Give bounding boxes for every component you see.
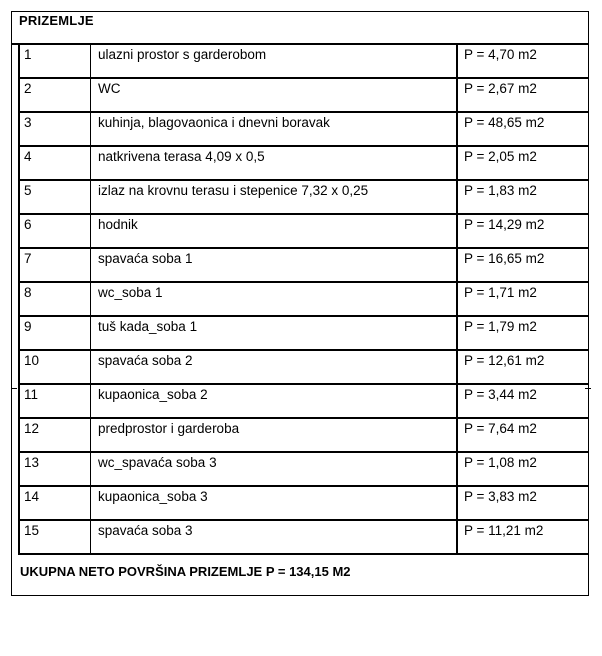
room-area: P = 2,67 m2 — [464, 81, 537, 96]
table-row — [18, 79, 589, 113]
room-name: kuhinja, blagovaonica i dnevni boravak — [98, 115, 330, 130]
table-row — [18, 215, 589, 249]
room-number: 8 — [24, 285, 32, 300]
table-row — [18, 181, 589, 215]
room-number: 2 — [24, 81, 32, 96]
room-table — [18, 45, 589, 555]
room-name-cell — [91, 249, 458, 281]
table-row — [18, 283, 589, 317]
room-area: P = 1,79 m2 — [464, 319, 537, 334]
room-area: P = 2,05 m2 — [464, 149, 537, 164]
room-name: ulazni prostor s garderobom — [98, 47, 267, 62]
room-area-cell — [458, 113, 589, 145]
table-row — [18, 453, 589, 487]
room-area: P = 1,83 m2 — [464, 183, 537, 198]
room-area: P = 7,64 m2 — [464, 421, 537, 436]
room-area-cell — [458, 385, 589, 417]
room-name: hodnik — [98, 217, 138, 232]
room-area: P = 3,44 m2 — [464, 387, 537, 402]
room-number: 13 — [24, 455, 40, 470]
room-area: P = 11,21 m2 — [464, 523, 544, 538]
room-area-cell — [458, 45, 589, 77]
room-name: spavaća soba 2 — [98, 353, 193, 368]
room-number-cell — [18, 79, 91, 111]
room-name-cell — [91, 351, 458, 383]
room-number: 12 — [24, 421, 40, 436]
table-row — [18, 385, 589, 419]
room-area: P = 1,71 m2 — [464, 285, 537, 300]
room-number-cell — [18, 385, 91, 417]
room-name: WC — [98, 81, 121, 96]
room-name-cell — [91, 45, 458, 77]
room-number: 7 — [24, 251, 32, 266]
room-number-cell — [18, 419, 91, 451]
room-number-cell — [18, 453, 91, 485]
room-number-cell — [18, 113, 91, 145]
room-name-cell — [91, 521, 458, 553]
room-name-cell — [91, 317, 458, 349]
table-header — [11, 11, 589, 45]
room-name-cell — [91, 453, 458, 485]
room-number: 3 — [24, 115, 32, 130]
room-number: 10 — [24, 353, 40, 368]
room-name-cell — [91, 181, 458, 213]
room-name-cell — [91, 419, 458, 451]
room-area: P = 12,61 m2 — [464, 353, 545, 368]
room-area-cell — [458, 181, 589, 213]
room-name: wc_soba 1 — [98, 285, 163, 300]
room-area-cell — [458, 283, 589, 315]
table-row — [18, 419, 589, 453]
room-number-cell — [18, 45, 91, 77]
room-area-cell — [458, 249, 589, 281]
room-name-cell — [91, 113, 458, 145]
room-number: 14 — [24, 489, 40, 504]
room-number: 15 — [24, 523, 40, 538]
room-number: 11 — [24, 387, 39, 402]
table-row — [18, 147, 589, 181]
table-row — [18, 317, 589, 351]
room-area: P = 14,29 m2 — [464, 217, 545, 232]
room-name-cell — [91, 385, 458, 417]
room-name-cell — [91, 283, 458, 315]
room-number-cell — [18, 487, 91, 519]
room-name-cell — [91, 487, 458, 519]
room-area: P = 16,65 m2 — [464, 251, 545, 266]
room-number-cell — [18, 521, 91, 553]
room-area: P = 3,83 m2 — [464, 489, 537, 504]
room-name: tuš kada_soba 1 — [98, 319, 198, 334]
room-area-cell — [458, 521, 589, 553]
room-name-cell — [91, 215, 458, 247]
table-row — [18, 351, 589, 385]
total-area: UKUPNA NETO POVRŠINA PRIZEMLJE P = 134,15 M2 — [20, 564, 351, 579]
room-number: 1 — [24, 47, 32, 62]
room-number-cell — [18, 317, 91, 349]
table-row — [18, 249, 589, 283]
table-row — [18, 521, 589, 555]
room-number-cell — [18, 215, 91, 247]
table-row — [18, 113, 589, 147]
room-area: P = 1,08 m2 — [464, 455, 537, 470]
room-name: predprostor i garderoba — [98, 421, 240, 436]
room-number: 4 — [24, 149, 32, 164]
room-number: 9 — [24, 319, 32, 334]
margin-tick — [585, 388, 591, 389]
room-area-cell — [458, 215, 589, 247]
room-name: natkrivena terasa 4,09 x 0,5 — [98, 149, 265, 164]
room-area-cell — [458, 147, 589, 179]
table-row — [18, 45, 589, 79]
room-name-cell — [91, 79, 458, 111]
margin-tick — [11, 388, 17, 389]
room-name: spavaća soba 1 — [98, 251, 193, 266]
room-area-cell — [458, 453, 589, 485]
room-area-cell — [458, 487, 589, 519]
room-name: kupaonica_soba 3 — [98, 489, 208, 504]
room-area-cell — [458, 79, 589, 111]
room-number-cell — [18, 181, 91, 213]
table-row — [18, 487, 589, 521]
page-title: PRIZEMLJE — [19, 13, 94, 28]
room-area-cell — [458, 351, 589, 383]
room-area-cell — [458, 317, 589, 349]
room-number-cell — [18, 147, 91, 179]
room-area: P = 4,70 m2 — [464, 47, 537, 62]
room-name-cell — [91, 147, 458, 179]
room-area-cell — [458, 419, 589, 451]
room-number-cell — [18, 249, 91, 281]
room-number: 6 — [24, 217, 32, 232]
room-number-cell — [18, 351, 91, 383]
room-name: wc_spavaća soba 3 — [98, 455, 217, 470]
room-number: 5 — [24, 183, 32, 198]
room-name: spavaća soba 3 — [98, 523, 193, 538]
room-name: izlaz na krovnu terasu i stepenice 7,32 x 0,25 — [98, 183, 369, 198]
room-area: P = 48,65 m2 — [464, 115, 545, 130]
room-number-cell — [18, 283, 91, 315]
room-name: kupaonica_soba 2 — [98, 387, 208, 402]
